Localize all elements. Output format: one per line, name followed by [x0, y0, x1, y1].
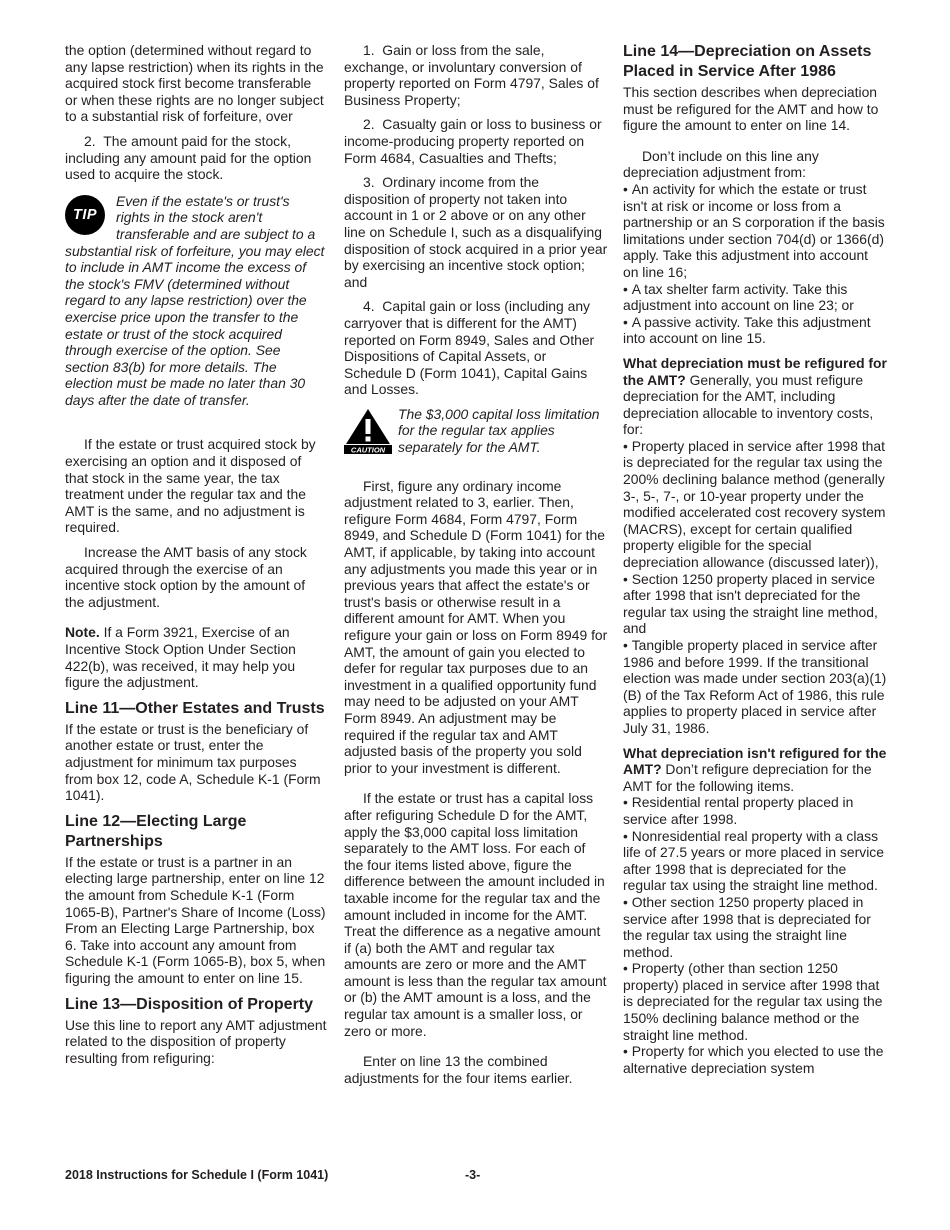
- tip-text: Even if the estate's or trust's rights in the stock aren't transferable and are subject to a substantial risk of forfeiture, you may elect to include in AMT income the excess of the stock's FMV (determined without regard to any lapse restriction) over the exercise price upon the transfer to the estate or trust of the stock acquired through exercise of the option. See section 83(b) for more details. The election must be made no later than 30 days after the date of transfer.: [65, 192, 325, 408]
- column-1: [65, 42, 327, 1074]
- column-2: [344, 42, 608, 1094]
- paragraph: Enter on line 13 the combined adjustments for the four items earlier.: [344, 1053, 573, 1086]
- question-label: What depreciation must be refigured for the AMT?: [623, 354, 887, 388]
- bullet-item: • Property placed in service after 1998 that is depreciated for the regular tax using the 200% declining balance method (generally 3-, 5-, 7-, or 10-year property under the modified accelerated cost recovery system (MACRS), except for certain qualified property eligible for the special depreciation allowance (discussed later)),: [623, 438, 887, 571]
- note-text: If a Form 3921, Exercise of an Incentive Stock Option Under Section 422(b), was received, it may help you figure the adjustment.: [65, 624, 296, 691]
- heading-line-12: Line 12—Electing Large Partnerships: [65, 812, 247, 850]
- bullet-item: • Section 1250 property placed in service after 1998 that isn't depreciated for the regular tax using the straight line method, and: [623, 571, 887, 637]
- caution-box: [344, 406, 608, 456]
- heading-line-14: Line 14—Depreciation on Assets Placed in Service After 1986: [623, 43, 872, 80]
- bullet-item: • A tax shelter farm activity. Take this adjustment into account on line 23; or: [623, 281, 887, 314]
- list-item-2: 2. Casualty gain or loss to business or income-producing property reported on Form 4684, Casualties and Thefts;: [344, 116, 602, 166]
- bullet-item: • Other section 1250 property placed in service after 1998 that is depreciated for the regular tax using the straight line method.: [623, 894, 887, 960]
- bullet-item: • Residential rental property placed in service after 1998.: [623, 794, 887, 827]
- question-paragraph: [623, 745, 887, 795]
- bullet-item: • Nonresidential real property with a class life of 27.5 years or more placed in service after 1998 that is depreciated for the regular tax using the straight line method.: [623, 828, 887, 894]
- question-paragraph: [623, 355, 887, 438]
- paragraph: If the estate or trust is the beneficiary of another estate or trust, enter the adjustment for minimum tax purposes from box 12, code A, Schedule K-1 (Form 1041).: [65, 720, 321, 804]
- tip-icon: TIP: [65, 195, 105, 235]
- list-item-3: 3. Ordinary income from the disposition of property not taken into account in 1 or 2 above or on any other line on Schedule I, such as a disqualifying disposition of stock acquired in a prior year by exercising an incentive stock option; and: [344, 174, 608, 290]
- page-number: -3-: [465, 1168, 481, 1182]
- bullet-item: • An activity for which the estate or trust isn't at risk or income or loss from a partnership or an S corporation if the basis limitations under section 704(d) or 1366(d) apply. Take this adjustment into account on line 16;: [623, 181, 887, 281]
- tip-box: [65, 193, 327, 409]
- list-item-1: 1. Gain or loss from the sale, exchange, or involuntary conversion of property reported on Form 4797, Sales of Business Property;: [344, 42, 599, 108]
- paragraph: This section describes when depreciation must be refigured for the AMT and how to figure the amount to enter on line 14.: [623, 84, 879, 134]
- paragraph: Increase the AMT basis of any stock acquired through the exercise of an incentive stock option by the amount of the adjustment.: [65, 544, 307, 610]
- question-label: What depreciation isn't refigured for the AMT?: [623, 744, 887, 778]
- list-item-2: 2. The amount paid for the stock, including any amount paid for the option used to acquire the stock.: [65, 132, 312, 183]
- caution-icon: [344, 408, 392, 454]
- paragraph: If the estate or trust acquired stock by exercising an option and it disposed of that stock in the same year, the tax treatment under the regular tax and the AMT is the same, and no adjustment is required.: [65, 436, 316, 536]
- bullet-item: • A passive activity. Take this adjustment into account on line 15.: [623, 314, 887, 347]
- paragraph: Don’t include on this line any depreciation adjustment from:: [623, 147, 819, 181]
- bullet-item: • Tangible property placed in service after 1986 and before 1999. If the transitional election was made under section 203(a)(1)(B) of the Tax Reform Act of 1986, this rule applies to property placed in service after July 31, 1986.: [623, 637, 887, 737]
- note-label: Note.: [65, 624, 100, 641]
- note: [65, 624, 327, 690]
- caution-label: CAUTION: [350, 445, 386, 454]
- paragraph: If the estate or trust is a partner in an electing large partnership, enter on line 12 the amount from Schedule K-1 (Form 1065-B), Partner's Share of Income (Loss) From an Electing Large Partnership, box 6. Take into account any amount from Schedule K-1 (Form 1065-B), box 5, when figuring the amount to enter on line 15.: [65, 853, 326, 986]
- bullet-item: • Property for which you elected to use the alternative depreciation system: [623, 1043, 887, 1076]
- question-text: Don’t refigure depreciation for the AMT for the following items.: [623, 761, 872, 794]
- bullet-item: • Property (other than section 1250 property) placed in service after 1998 that is depreciated for the regular tax using the 150% declining balance method or the straight line method.: [623, 960, 887, 1043]
- heading-line-13: Line 13—Disposition of Property: [65, 995, 314, 1013]
- paragraph: If the estate or trust has a capital loss after refiguring Schedule D for the AMT, apply the $3,000 capital loss limitation separately to the AMT loss. For each of the four items listed above, figure the difference between the amount included in taxable income for the regular tax and the amount included in income for the AMT. Treat the difference as a negative amount if (a) both the AMT and regular tax amounts are zero or more and the AMT amount is less than the regular tax amount or (b) the AMT amount is a loss, and the regular tax amount is a smaller loss, or zero or more.: [344, 790, 607, 1039]
- list-item-4: 4. Capital gain or loss (including any carryover that is different for the AMT) reported on Form 8949, Sales and Other Dispositions of Capital Assets, or Schedule D (Form 1041), Capital Gains and Losses.: [344, 298, 595, 398]
- question-text: Generally, you must refigure depreciation for the AMT, including depreciation allocable to inventory costs, for:: [623, 371, 874, 438]
- caution-text: The $3,000 capital loss limitation for the regular tax applies separately for the AMT.: [398, 405, 600, 456]
- paragraph: First, figure any ordinary income adjustment related to 3, earlier. Then, refigure Form 4684, Form 4797, Form 8949, and Schedule D (Form 1041) for the AMT, if applicable, by taking into account any adjustments you made this year or in previous years that affect the estate's or trust's basis or otherwise result in a different amount for AMT. When you refigure your gain or loss on Form 8949 for AMT, the amount of gain you elected to defer for regular tax purposes due to an investment in a qualified opportunity fund may need to be adjusted on your AMT Form 8949. An adjustment may be required if the regular tax and AMT adjusted basis of the property you sold prior to your investment is different.: [344, 477, 608, 776]
- paragraph: the option (determined without regard to any lapse restriction) when its rights in the acquired stock first become transferable or when these rights are no longer subject to a substantial risk of forfeiture, over: [65, 42, 324, 125]
- heading-line-11: Line 11—Other Estates and Trusts: [65, 699, 325, 717]
- paragraph: Use this line to report any AMT adjustment related to the disposition of property resulting from refiguring:: [65, 1016, 327, 1066]
- footer-title: 2018 Instructions for Schedule I (Form 1041): [65, 1168, 329, 1182]
- column-3: [623, 42, 887, 1076]
